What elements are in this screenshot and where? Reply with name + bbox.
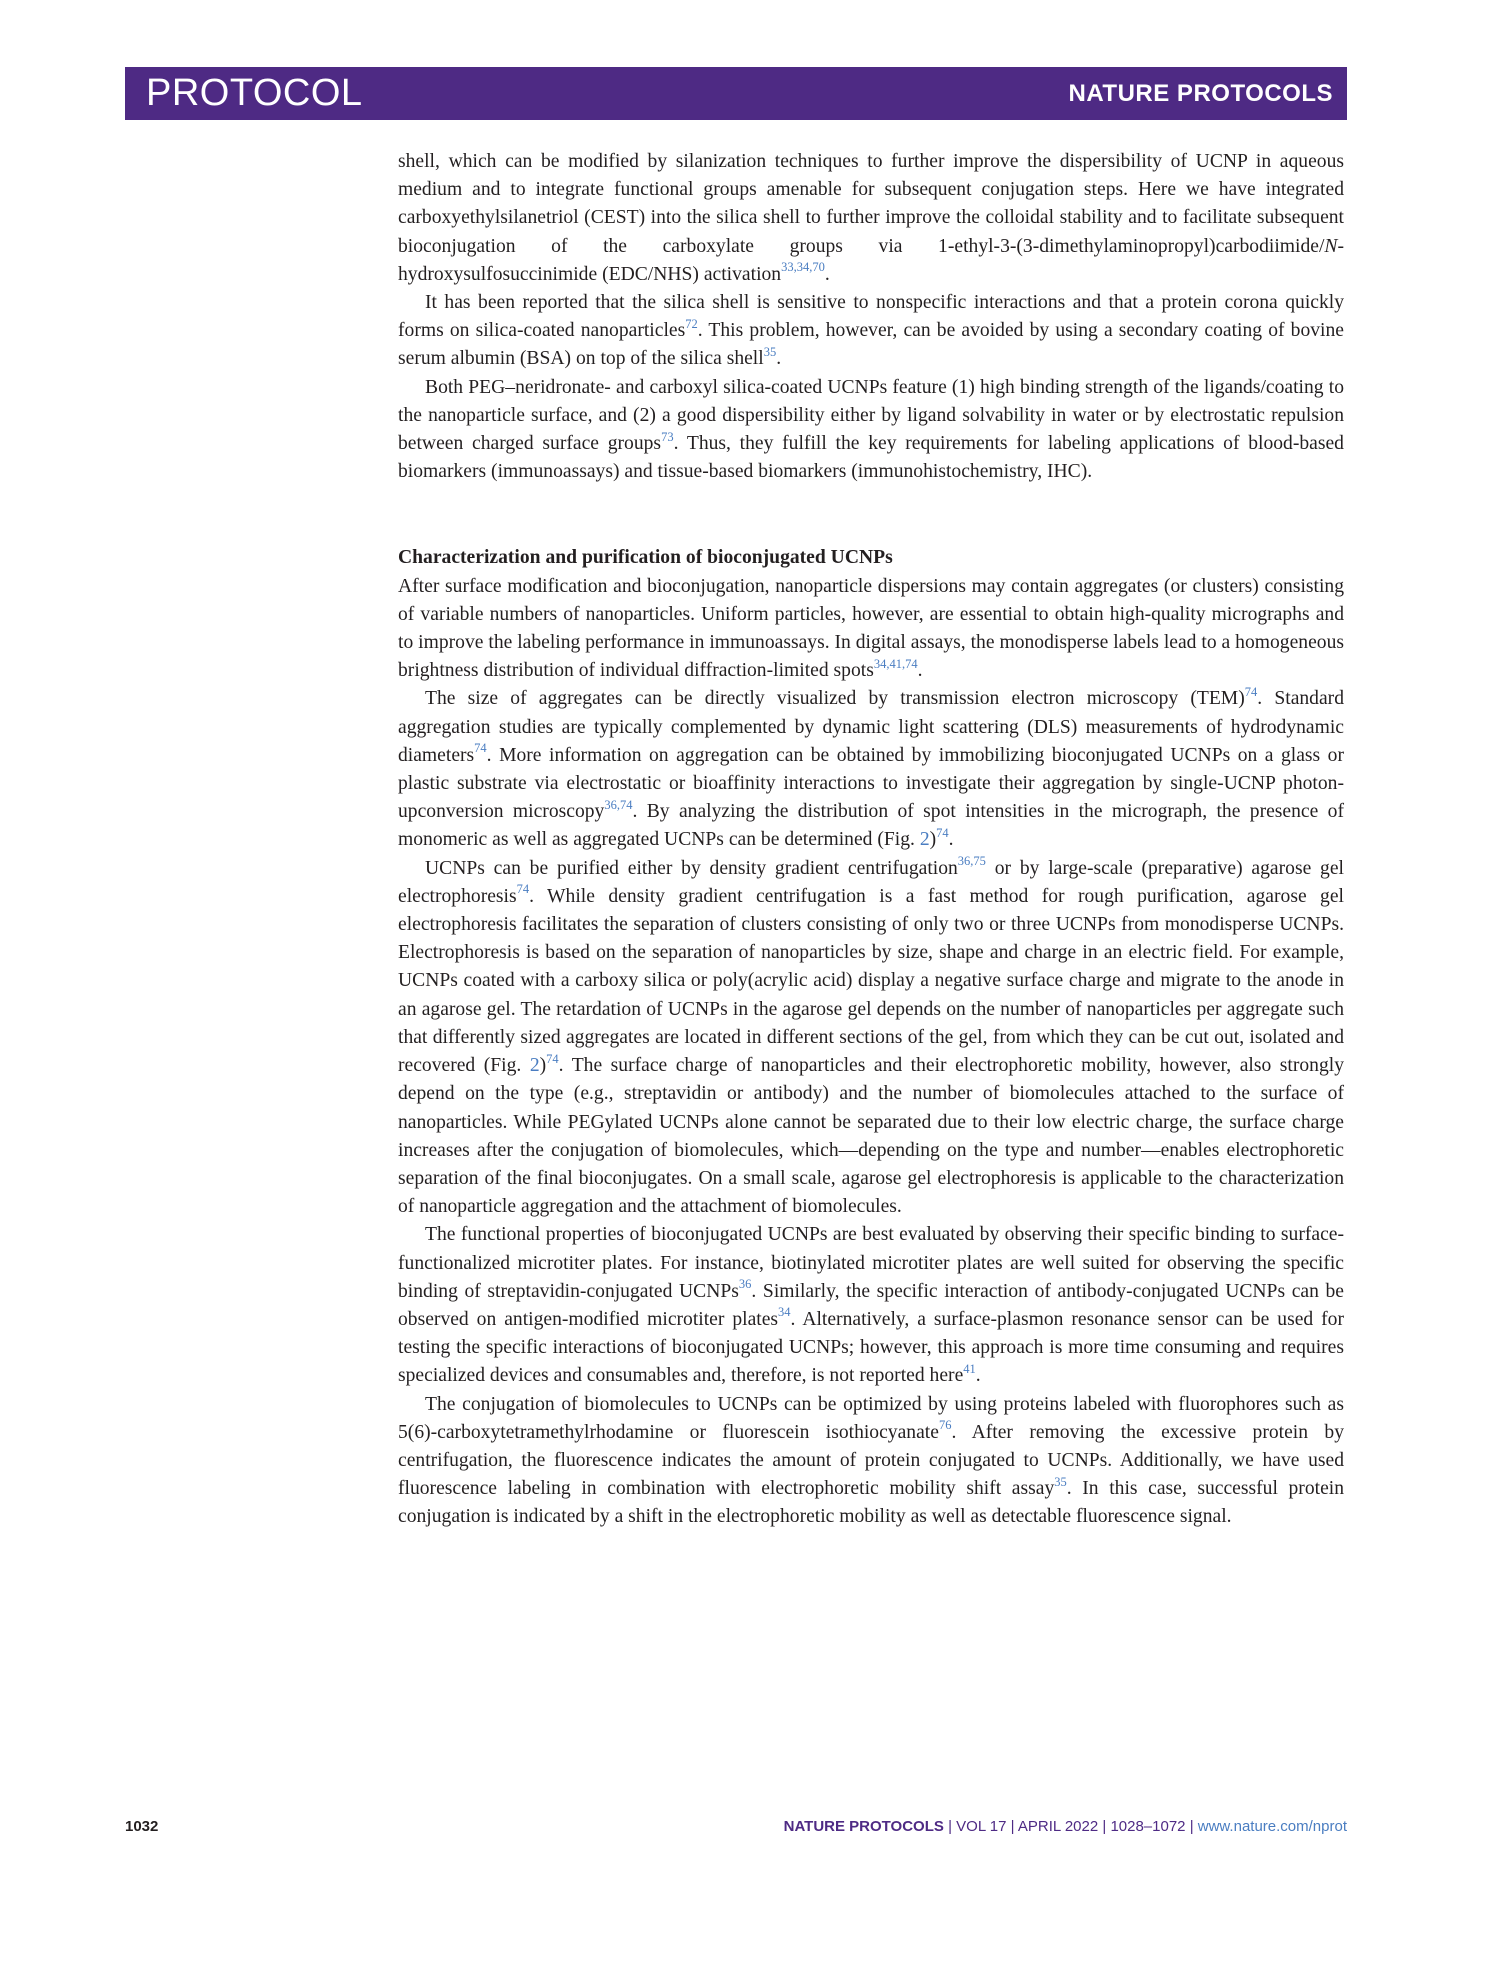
paragraph: The size of aggregates can be directly visualized by transmission electron microscopy (TEM)$^{74}$. Standard aggregation studies are typically complemented by dynamic light scattering (DLS) measurements of hydrodynamic diameters$^{74}$. More information on aggregation can be obtained by immobilizing bioconjugated UCNPs on a glass or plastic substrate via electrostatic or bioaffinity interactions to investigate their aggregation by single-UCNP photon-upconversion microscopy$^{36,74}$. By analyzing the distribution of spot intensities in the micrograph, the presence of monomeric as well as aggregated UCNPs can be determined (Fig. 2)$^{74}$. bbox=[398, 684, 1344, 851]
section-heading: Characterization and purification of bioconjugated UCNPs bbox=[398, 547, 893, 569]
page-footer bbox=[125, 1818, 1347, 1848]
citation[interactable]: 34,41,74 bbox=[873, 656, 918, 671]
citation[interactable]: 35 bbox=[1054, 1474, 1067, 1489]
citation[interactable]: 74 bbox=[474, 741, 487, 756]
paragraph: UCNPs can be purified either by density gradient centrifugation$^{36,75}$ or by large-scale (preparative) agarose gel electrophoresis$^{74}$. While density gradient centrifugation is a fast method for rough purification, agarose gel electrophoresis facilitates the separation of clusters consisting of only two or three UCNPs from monodisperse UCNPs. Electrophoresis is based on the separation of nanoparticles by size, shape and charge in an electric field. For example, UCNPs coated with a carboxy silica or poly(acrylic acid) display a negative surface charge and migrate to the anode in an agarose gel. The retardation of UCNPs in the agarose gel depends on the number of nanoparticles per aggregate such that differently sized aggregates are located in different sections of the gel, from which they can be cut out, isolated and recovered (Fig. 2)$^{74}$. The surface charge of nanoparticles and their electrophoretic mobility, however, also strongly depend on the type (e.g., streptavidin or antibody) and the number of biomolecules attached to the surface of nanoparticles. While PEGylated UCNPs alone cannot be separated due to their low electric charge, the surface charge increases after the conjugation of biomolecules, which—depending on the type and number—enables electrophoretic separation of the final bioconjugates. On a small scale, agarose gel electrophoresis is applicable to the characterization of nanoparticle aggregation and the attachment of biomolecules. bbox=[398, 854, 1344, 1218]
paragraph: After surface modification and bioconjugation, nanoparticle dispersions may contain aggregates (or clusters) consisting of variable numbers of nanoparticles. Uniform particles, however, are essential to obtain high-quality micrographs and to improve the labeling performance in immunoassays. In digital assays, the monodisperse labels lead to a homogeneous brightness distribution of individual diffraction-limited spots$^{34,41,74}$. bbox=[398, 575, 1344, 682]
citation[interactable]: 76 bbox=[938, 1418, 952, 1433]
citation[interactable]: 33,34,70 bbox=[781, 260, 825, 275]
journal-url[interactable]: www.nature.com/nprot bbox=[1197, 1818, 1347, 1835]
article-body bbox=[398, 148, 1344, 1532]
citation[interactable]: 36,75 bbox=[957, 854, 986, 869]
paragraph: The conjugation of biomolecules to UCNPs can be optimized by using proteins labeled with fluorophores such as 5(6)-carboxytetramethylrhodamine or fluorescein isothiocyanate$^{76}$. After removing the excessive protein by centrifugation, the fluorescence indicates the amount of protein conjugated to UCNPs. Additionally, we have used fluorescence labeling in combination with electrophoretic mobility shift assay$^{35}$. In this case, successful protein conjugation is indicated by a shift in the electrophoretic mobility as well as detectable fluorescence signal. bbox=[398, 1393, 1345, 1528]
page-number: 1032 bbox=[125, 1818, 159, 1835]
paragraph: It has been reported that the silica shell is sensitive to nonspecific interactions and that a protein corona quickly forms on silica-coated nanoparticles$^{72}$. This problem, however, can be avoided by using a secondary coating of bovine serum albumin (BSA) on top of the silica shell$^{35}$. bbox=[398, 292, 1344, 370]
citation[interactable]: 74 bbox=[546, 1051, 559, 1066]
paragraph: shell, which can be modified by silanization techniques to further improve the dispersibility of UCNP in aqueous medium and to integrate functional groups amenable for subsequent conjugation steps. Here we have integrated carboxyethylsilanetriol (CEST) into the silica shell to further improve the colloidal stability and to facilitate subsequent bioconjugation of the carboxylate groups via 1-ethyl-3-(3-dimethylaminopropyl)carbodiimide/N-hydroxysulfosuccinimide (EDC/NHS) activation$^{33,34,70}$. bbox=[398, 151, 1344, 285]
citation[interactable]: 74 bbox=[936, 825, 949, 840]
citation[interactable]: 74 bbox=[516, 882, 530, 897]
citation[interactable]: 34 bbox=[778, 1305, 791, 1320]
citation[interactable]: 36,74 bbox=[604, 797, 633, 812]
page-header bbox=[125, 67, 1347, 120]
citation[interactable]: 41 bbox=[963, 1361, 976, 1376]
figure-link[interactable]: 2 bbox=[919, 829, 930, 851]
citation[interactable]: 36 bbox=[738, 1277, 752, 1292]
figure-link[interactable]: 2 bbox=[529, 1055, 540, 1077]
citation[interactable]: 72 bbox=[685, 316, 698, 331]
journal-citation: NATURE PROTOCOLS | VOL 17 | APRIL 2022 | 1028–1072 | www.nature.com/nprot bbox=[783, 1818, 1347, 1835]
journal-name: NATURE PROTOCOLS bbox=[1068, 80, 1333, 107]
paragraph: Both PEG–neridronate- and carboxyl silica-coated UCNPs feature (1) high binding strength of the ligands/coating to the nanoparticle surface, and (2) a good dispersibility either by ligand solvability in water or by electrostatic repulsion between charged surface groups$^{73}$. Thus, they fulfill the key requirements for labeling applications of blood-based biomarkers (immunoassays) and tissue-based biomarkers (immunohistochemistry, IHC). bbox=[398, 376, 1344, 483]
citation[interactable]: 74 bbox=[1244, 684, 1258, 699]
citation[interactable]: 35 bbox=[763, 344, 777, 359]
section-label: PROTOCOL bbox=[146, 72, 363, 114]
citation[interactable]: 73 bbox=[661, 429, 674, 444]
paragraph: The functional properties of bioconjugated UCNPs are best evaluated by observing their specific binding to surface-functionalized microtiter plates. For instance, biotinylated microtiter plates are well suited for observing the specific binding of streptavidin-conjugated UCNPs$^{36}$. Similarly, the specific interaction of antibody-conjugated UCNPs can be observed on antigen-modified microtiter plates$^{34}$. Alternatively, a surface-plasmon resonance sensor can be used for testing the specific interactions of bioconjugated UCNPs; however, this approach is more time consuming and requires specialized devices and consumables and, therefore, is not reported here$^{41}$. bbox=[398, 1224, 1344, 1387]
